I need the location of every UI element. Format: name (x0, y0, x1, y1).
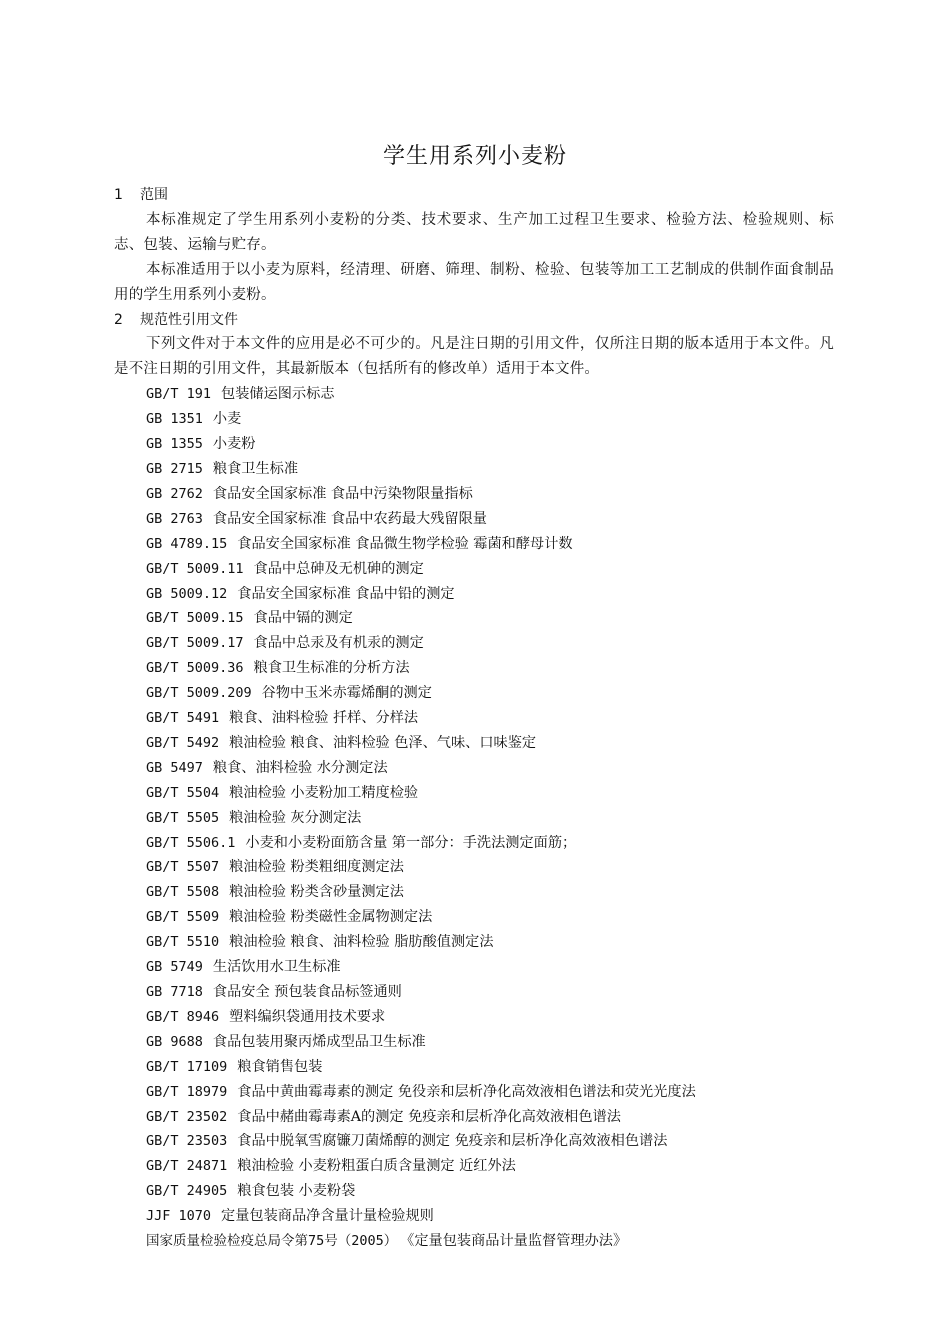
reference-code: GB/T 5009.11 (146, 560, 244, 577)
reference-code: GB 9688 (146, 1033, 203, 1050)
reference-item (114, 1179, 834, 1204)
reference-item (114, 382, 834, 407)
reference-code: GB/T 24871 (146, 1158, 228, 1175)
reference-code: GB 5749 (146, 959, 203, 976)
reference-title: 粮食包装 小麦粉袋 (237, 1183, 356, 1200)
reference-title: 食品安全国家标准 食品中铅的测定 (237, 585, 455, 602)
paragraph: 本标准适用于以小麦为原料，经清理、研磨、筛理、制粉、检验、包装等加工工艺制成的供制作面食制品用的学生用系列小麦粉。 (114, 261, 834, 303)
section-number: 1 (114, 187, 123, 203)
reference-item (114, 731, 834, 756)
reference-code: GB/T 5491 (146, 710, 220, 727)
reference-item (114, 1229, 834, 1254)
reference-title: 粮油检验 小麦粉粗蛋白质含量测定 近红外法 (237, 1158, 516, 1175)
reference-title: 粮油检验 灰分测定法 (229, 809, 362, 826)
reference-code: GB/T 5009.17 (146, 635, 244, 652)
document-title: 学生用系列小麦粉 (382, 144, 567, 169)
reference-code: GB 2762 (146, 485, 203, 502)
reference-title: 粮油检验 粮食、油料检验 脂肪酸值测定法 (229, 934, 494, 951)
reference-code: GB/T 23502 (146, 1108, 228, 1125)
reference-item (114, 955, 834, 980)
reference-title: 食品安全国家标准 食品微生物学检验 霉菌和酵母计数 (237, 535, 573, 552)
reference-title: 《定量包装商品计量监督管理办法》 (407, 1233, 628, 1250)
reference-item (114, 532, 834, 557)
reference-code: GB 5497 (146, 759, 203, 776)
reference-title: 小麦和小麦粉面筋含量 第一部分：手洗法测定面筋； (245, 834, 577, 851)
reference-item (114, 905, 834, 930)
reference-code: GB/T 5506.1 (146, 834, 236, 851)
reference-item (114, 457, 834, 482)
reference-title: 粮油检验 粮食、油料检验 色泽、气味、口味鉴定 (229, 734, 537, 751)
reference-title: 粮食销售包装 (237, 1058, 323, 1075)
reference-title: 包装储运图示标志 (221, 386, 335, 403)
reference-item (114, 855, 834, 880)
reference-code: GB/T 24905 (146, 1183, 228, 1200)
reference-item (114, 781, 834, 806)
reference-code: GB 7718 (146, 984, 203, 1000)
reference-item (114, 482, 834, 507)
reference-code: GB 4789.15 (146, 535, 228, 552)
reference-code: GB/T 17109 (146, 1058, 228, 1075)
reference-title: 食品中脱氧雪腐镰刀菌烯醇的测定 免疫亲和层析净化高效液相色谱法 (237, 1133, 668, 1150)
document-body (114, 183, 834, 1254)
reference-title: 食品中总汞及有机汞的测定 (253, 635, 424, 652)
reference-item (114, 1005, 834, 1030)
reference-title: 粮食、油料检验 水分测定法 (212, 759, 388, 776)
reference-item (114, 706, 834, 731)
reference-list (114, 382, 834, 1254)
reference-title: 定量包装商品净含量计量检验规则 (221, 1208, 434, 1225)
reference-title: 食品安全国家标准 食品中农药最大残留限量 (212, 510, 487, 527)
reference-title: 粮油检验 粉类粗细度测定法 (229, 859, 404, 876)
reference-item (114, 880, 834, 905)
reference-item (114, 656, 834, 681)
reference-code: GB/T 5492 (146, 734, 220, 751)
reference-code: GB/T 5009.209 (146, 685, 252, 702)
reference-code: GB 1351 (146, 411, 203, 428)
reference-code: 国家质量检验检疫总局令第75号（2005） (146, 1233, 398, 1250)
reference-item (114, 1204, 834, 1229)
reference-code: GB/T 23503 (146, 1133, 228, 1150)
reference-code: GB/T 5009.15 (146, 610, 244, 627)
reference-title: 生活饮用水卫生标准 (212, 959, 341, 976)
reference-item (114, 1154, 834, 1179)
reference-title: 食品包装用聚丙烯成型品卫生标准 (212, 1033, 426, 1050)
reference-code: GB 1355 (146, 436, 203, 453)
reference-code: GB/T 5009.36 (146, 660, 244, 677)
paragraph: 本标准规定了学生用系列小麦粉的分类、技术要求、生产加工过程卫生要求、检验方法、检验规则、标志、包装、运输与贮存。 (114, 211, 834, 253)
reference-item (114, 432, 834, 457)
reference-item (114, 681, 834, 706)
reference-code: GB/T 8946 (146, 1008, 220, 1025)
reference-item (114, 831, 834, 856)
reference-code: GB/T 5509 (146, 909, 220, 926)
section-title: 范围 (140, 187, 168, 203)
reference-code: GB 5009.12 (146, 585, 228, 602)
reference-title: 食品安全 预包装食品标签通则 (212, 984, 402, 1000)
reference-item (114, 1105, 834, 1130)
reference-code: GB/T 191 (146, 386, 212, 403)
reference-item (114, 756, 834, 781)
reference-item (114, 507, 834, 532)
section-number: 2 (114, 311, 123, 328)
reference-title: 粮食、油料检验 扦样、分样法 (229, 710, 419, 727)
reference-title: 小麦粉 (212, 436, 256, 453)
section-heading-normative-references (114, 308, 834, 333)
reference-code: GB/T 5505 (146, 809, 220, 826)
reference-code: JJF 1070 (146, 1208, 212, 1225)
reference-title: 粮食卫生标准的分析方法 (253, 660, 410, 677)
reference-title: 粮食卫生标准 (212, 460, 299, 477)
reference-title: 食品安全国家标准 食品中污染物限量指标 (212, 485, 473, 502)
reference-title: 食品中总砷及无机砷的测定 (253, 560, 424, 577)
paragraph: 下列文件对于本文件的应用是必不可少的。凡是注日期的引用文件，仅所注日期的版本适用于本文件。凡是不注日期的引用文件，其最新版本（包括所有的修改单）适用于本文件。 (114, 336, 834, 378)
reference-item (114, 1129, 834, 1154)
reference-title: 谷物中玉米赤霉烯酮的测定 (261, 685, 432, 702)
reference-title: 粮油检验 小麦粉加工精度检验 (229, 784, 419, 801)
reference-item (114, 930, 834, 955)
reference-item (114, 582, 834, 607)
reference-item (114, 1055, 834, 1080)
reference-title: 塑料编织袋通用技术要求 (229, 1008, 386, 1025)
reference-title: 食品中镉的测定 (253, 610, 353, 627)
reference-item (114, 980, 834, 1005)
reference-title: 粮油检验 粉类磁性金属物测定法 (229, 909, 433, 926)
section-title: 规范性引用文件 (140, 311, 238, 328)
reference-code: GB/T 5510 (146, 934, 220, 951)
reference-item (114, 557, 834, 582)
reference-code: GB 2715 (146, 460, 203, 477)
reference-code: GB/T 18979 (146, 1083, 228, 1100)
reference-item (114, 1080, 834, 1105)
reference-code: GB/T 5508 (146, 884, 220, 901)
reference-item (114, 631, 834, 656)
reference-item (114, 606, 834, 631)
section-heading-scope (114, 183, 834, 208)
reference-title: 小麦 (212, 411, 242, 428)
reference-item (114, 1030, 834, 1055)
reference-title: 食品中赭曲霉毒素A的测定 免疫亲和层析净化高效液相色谱法 (237, 1108, 621, 1125)
reference-code: GB/T 5504 (146, 784, 220, 801)
reference-title: 食品中黄曲霉毒素的测定 免役亲和层析净化高效液相色谱法和荧光光度法 (237, 1083, 696, 1100)
reference-item (114, 407, 834, 432)
reference-item (114, 806, 834, 831)
reference-code: GB 2763 (146, 510, 203, 527)
reference-code: GB/T 5507 (146, 859, 220, 876)
reference-title: 粮油检验 粉类含砂量测定法 (229, 884, 404, 901)
